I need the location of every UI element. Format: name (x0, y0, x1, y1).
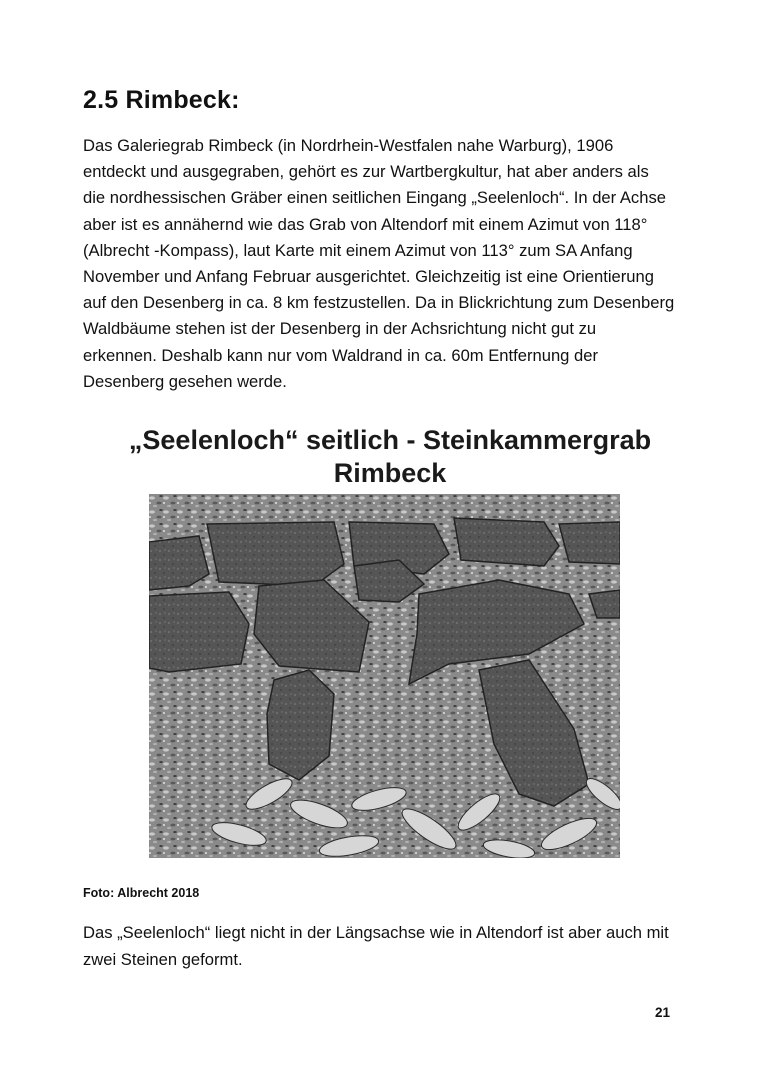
photo-caption: Foto: Albrecht 2018 (83, 886, 200, 900)
tomb-photo (149, 494, 620, 858)
paragraph-line: Waldbäume stehen ist der Desenberg in der Achsrichtung nicht gut zu (83, 319, 597, 339)
paragraph-line: Das Galeriegrab Rimbeck (in Nordrhein-Westfalen nahe Warburg), 1906 (83, 136, 614, 155)
paragraph-line: erkennen. Deshalb kann nur vom Waldrand in ca. 60m Entfernung der (83, 345, 599, 365)
paragraph-line: (Albrecht -Kompass), laut Karte mit einem Azimut von 113° zum SA Anfang (83, 240, 633, 260)
paragraph-line: aber ist es annähernd wie das Grab von Altendorf mit einem Azimut von 118° (83, 214, 648, 234)
page-number: 21 (655, 1005, 671, 1020)
closing-paragraph (83, 920, 683, 973)
figure-title-subline: Rimbeck (333, 458, 447, 488)
figure-title: „Seelenloch“ seitlich - Steinkammergrab (128, 425, 652, 455)
paragraph-line: die nordhessischen Gräber einen seitlichen Eingang „Seelenloch“. In der Achse (83, 188, 666, 208)
paragraph-line: Das „Seelenloch“ liegt nicht in der Längsachse wie in Altendorf ist aber auch mit (83, 923, 669, 942)
paragraph-line: zwei Steinen geformt. (83, 949, 243, 969)
body-paragraph (83, 133, 683, 395)
section-heading: 2.5 Rimbeck: (83, 86, 240, 114)
paragraph-line: entdeckt und ausgegraben, gehört es zur Wartbergkultur, hat aber anders als (83, 162, 649, 182)
paragraph-line: Desenberg gesehen werde. (83, 371, 287, 391)
paragraph-line: auf den Desenberg in ca. 8 km festzustellen. Da in Blickrichtung zum Desenberg (83, 293, 675, 313)
paragraph-line: November und Anfang Februar ausgerichtet. Gleichzeitig ist eine Orientierung (83, 267, 654, 287)
